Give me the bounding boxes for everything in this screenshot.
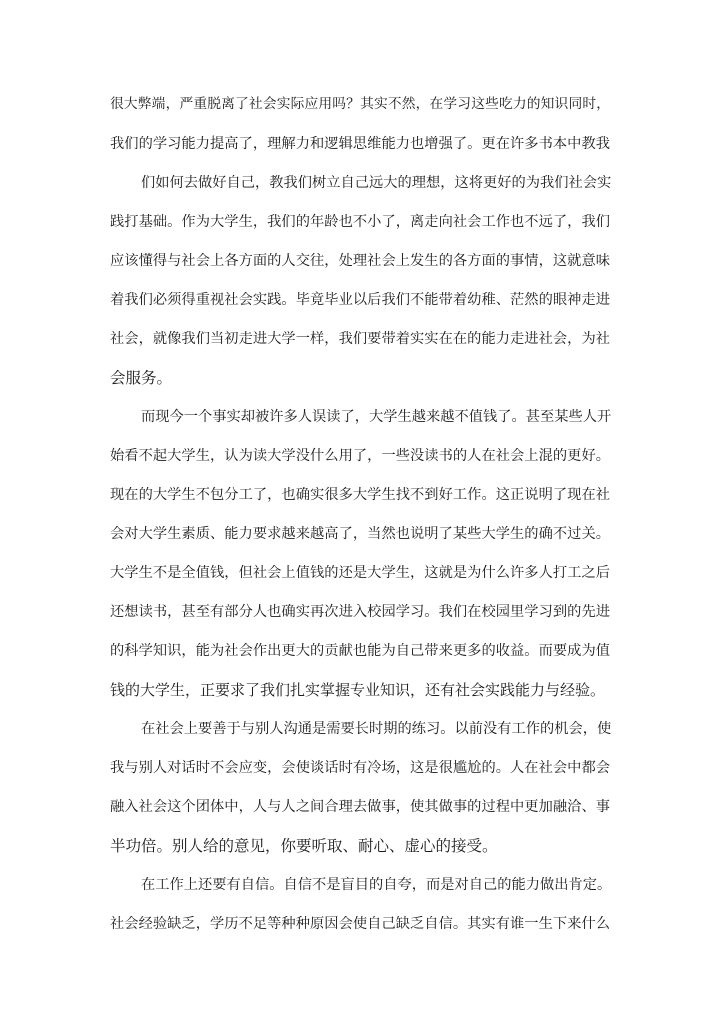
text-line: 着我们必须得重视社会实践。毕竟毕业以后我们不能带着幼稚、茫然的眼神走进 [110,292,610,308]
text-line: 会服务。 [110,369,173,387]
text-line: 而现今一个事实却被许多人误读了，大学生越来越不值钱了。甚至某些人开 [141,409,612,425]
text-line: 践打基础。作为大学生，我们的年龄也不小了，离走向社会工作也不远了，我们 [110,214,610,230]
text-line: 还想读书，甚至有部分人也确实再次进入校园学习。我们在校园里学习到的先进 [110,604,610,620]
text-line: 我们的学习能力提高了，理解力和逻辑思维能力也增强了。更在许多书本中教我 [110,136,610,152]
text-line: 始看不起大学生，认为读大学没什么用了，一些没读书的人在社会上混的更好。 [110,448,610,464]
text-line: 很大弊端，严重脱离了社会实际应用吗？其实不然，在学习这些吃力的知识同时， [110,96,610,112]
text-line: 应该懂得与社会上各方面的人交往，处理社会上发生的各方面的事情，这就意味 [110,253,610,269]
text-line: 钱的大学生，正要求了我们扎实掌握专业知识，还有社会实践能力与经验。 [110,681,606,699]
text-line: 半功倍。别人给的意见，你要听取、耐心、虚心的接受。 [110,837,498,855]
text-line: 们如何去做好自己，教我们树立自己远大的理想，这将更好的为我们社会实 [141,175,612,191]
text-line: 我与别人对话时不会应变，会使谈话时有冷场，这是很尴尬的。人在社会中都会 [110,760,610,776]
text-line: 融入社会这个团体中，人与人之间合理去做事，使其做事的过程中更加融洽、事 [110,799,610,815]
text-line: 社会，就像我们当初走进大学一样，我们要带着实实在在的能力走进社会，为社 [110,331,610,347]
text-line: 在工作上还要有自信。自信不是盲目的自夸，而是对自己的能力做出肯定。 [141,877,612,893]
text-line: 大学生不是全值钱，但社会上值钱的还是大学生，这就是为什么许多人打工之后 [110,565,610,581]
text-line: 现在的大学生不包分工了，也确实很多大学生找不到好工作。这正说明了现在社 [110,487,610,503]
text-line: 社会经验缺乏，学历不足等种种原因会使自己缺乏自信。其实有谁一生下来什么 [110,916,610,932]
text-line: 在社会上要善于与别人沟通是需要长时期的练习。以前没有工作的机会，使 [141,721,612,737]
text-line: 的科学知识，能为社会作出更大的贡献也能为自己带来更多的收益。而要成为值 [110,643,610,659]
text-line: 会对大学生素质、能力要求越来越高了，当然也说明了某些大学生的确不过关。 [110,526,610,542]
